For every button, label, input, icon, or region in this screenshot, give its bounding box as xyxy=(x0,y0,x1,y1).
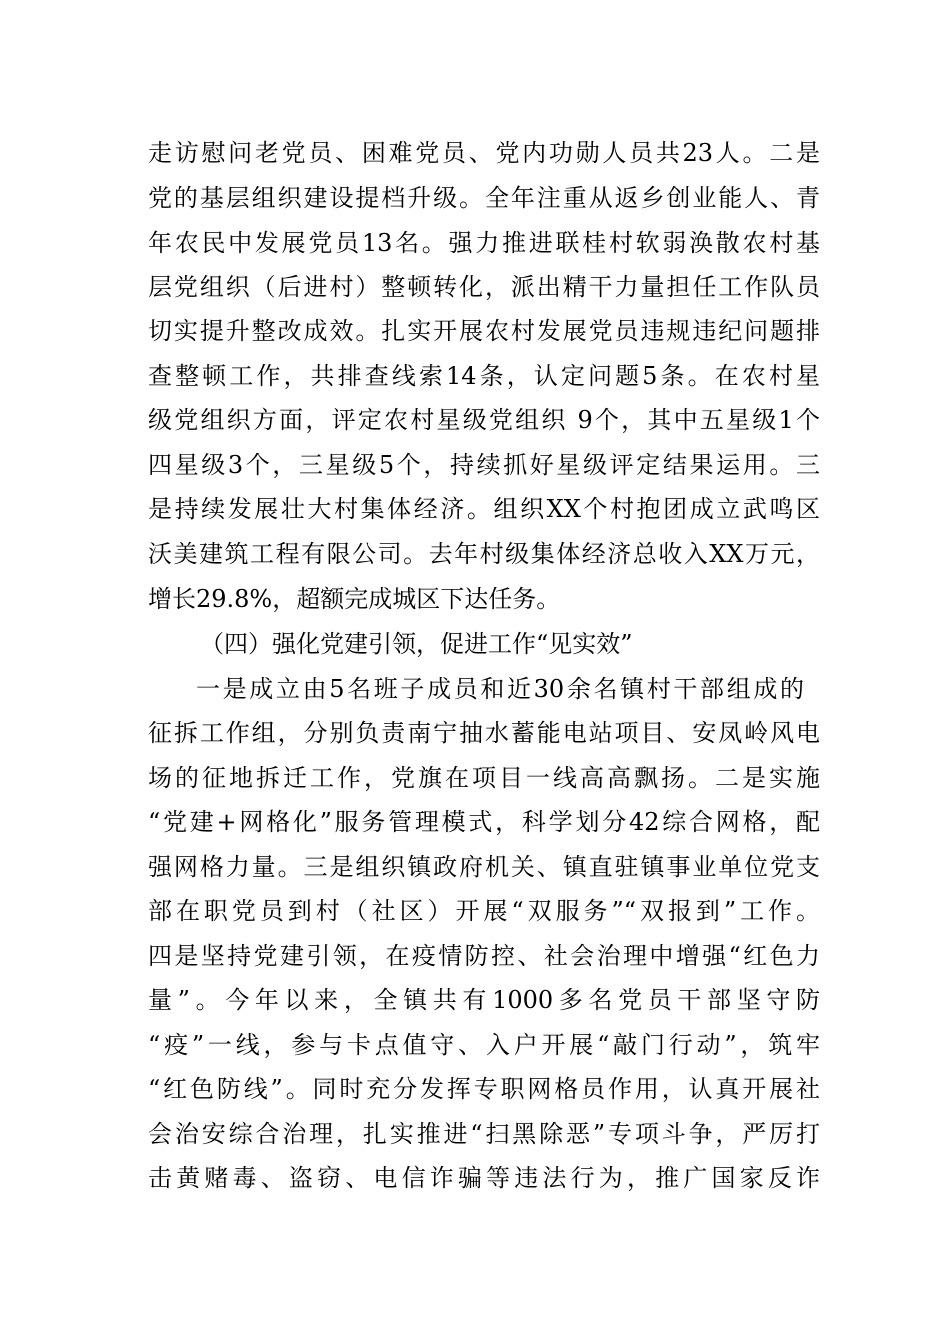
paragraph-line: 量”。今年以来，全镇共有1000多名党员干部坚守防 xyxy=(148,986,820,1014)
paragraph-line: 增长29.8%，超额完成城区下达任务。 xyxy=(148,585,561,613)
paragraph-line: “红色防线”。同时充分发挥专职网格员作用，认真开展社 xyxy=(148,1075,820,1103)
paragraph-line: 四星级3个，三星级5个，持续抓好星级评定结果运用。三 xyxy=(148,451,820,479)
paragraph-line: 查整顿工作，共排查线索14条，认定问题5条。在农村星 xyxy=(148,362,820,390)
paragraph-line: 部在职党员到村（社区）开展“双服务”“双报到”工作。 xyxy=(148,897,820,925)
paragraph-line: 是持续发展壮大村集体经济。组织XX个村抱团成立武鸣区 xyxy=(148,495,820,523)
paragraph-line: 切实提升整改成效。扎实开展农村发展党员违规违纪问题排 xyxy=(148,317,820,345)
paragraph-line: 级党组织方面，评定农村星级党组织 9个，其中五星级1个 xyxy=(148,406,820,434)
paragraph-line: 沃美建筑工程有限公司。去年村级集体经济总收入XX万元， xyxy=(148,540,820,568)
paragraph-line: 场的征地拆迁工作，党旗在项目一线高高飘扬。二是实施 xyxy=(148,764,820,792)
paragraph-line: 会治安综合治理，扎实推进“扫黑除恶”专项斗争，严厉打 xyxy=(148,1120,820,1148)
paragraph-line: 征拆工作组，分别负责南宁抽水蓄能电站项目、安凤岭风电 xyxy=(148,719,820,747)
section-heading: （四）强化党建引领，促进工作“见实效” xyxy=(200,630,633,658)
paragraph-line: “疫”一线，参与卡点值守、入户开展“敲门行动”，筑牢 xyxy=(148,1031,820,1059)
paragraph-line: 党的基层组织建设提档升级。全年注重从返乡创业能人、青 xyxy=(148,184,820,212)
paragraph-line: 走访慰问老党员、困难党员、党内功勋人员共23人。二是 xyxy=(148,139,820,167)
paragraph-line: “党建+网格化”服务管理模式，科学划分42综合网格，配 xyxy=(148,808,820,836)
paragraph-line: 四是坚持党建引领，在疫情防控、社会治理中增强“红色力 xyxy=(148,942,820,970)
paragraph-line: 击黄赌毒、盗窃、电信诈骗等违法行为，推广国家反诈 xyxy=(148,1164,820,1192)
paragraph-line: 层党组织（后进村）整顿转化，派出精干力量担任工作队员 xyxy=(148,273,820,301)
paragraph-line: 一是成立由5名班子成员和近30余名镇村干部组成的 xyxy=(196,675,804,703)
paragraph-line: 强网格力量。三是组织镇政府机关、镇直驻镇事业单位党支 xyxy=(148,853,820,881)
paragraph-line: 年农民中发展党员13名。强力推进联桂村软弱涣散农村基 xyxy=(148,229,820,257)
